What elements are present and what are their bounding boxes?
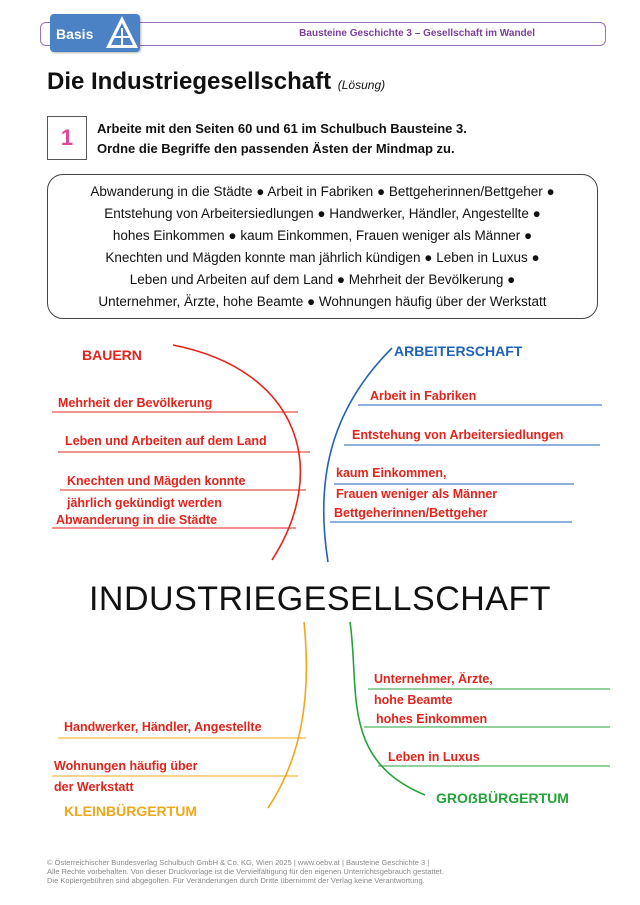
series-title: Bausteine Geschichte 3 – Gesellschaft im Wandel xyxy=(299,28,535,39)
footer xyxy=(47,858,444,885)
footer-line: © Österreichischer Bundesverlag Schulbuch GmbH & Co. KG, Wien 2025 | www.oebv.at | Bausteine Geschichte 3 | xyxy=(47,858,430,867)
arbeiter-branch-curve xyxy=(324,348,392,562)
task-line-1: Arbeite mit den Seiten 60 und 61 im Schulbuch Bausteine 3. xyxy=(97,121,467,136)
kleinbuergertum-item: Wohnungen häufig über xyxy=(54,759,198,773)
kleinbuergertum-item: der Werkstatt xyxy=(54,780,134,794)
word-box-line: Unternehmer, Ärzte, hohe Beamte ● Wohnungen häufig über der Werkstatt xyxy=(98,294,547,309)
kleinbuergertum-title: KLEINBÜRGERTUM xyxy=(64,803,197,819)
logo-label: Basis xyxy=(56,26,94,42)
page-title-text: Die Industriegesellschaft xyxy=(47,68,332,95)
word-box-line: Entstehung von Arbeitersiedlungen ● Handwerker, Händler, Angestellte ● xyxy=(104,206,541,221)
bauern-item: Abwanderung in die Städte xyxy=(56,513,218,527)
bauern-item: Mehrheit der Bevölkerung xyxy=(58,396,213,410)
gross-branch-curve xyxy=(350,622,425,795)
grossbuergertum-title: GROẞBÜRGERTUM xyxy=(436,790,569,806)
word-box-line: Leben und Arbeiten auf dem Land ● Mehrheit der Bevölkerung ● xyxy=(129,272,516,287)
arbeiterschaft-title: ARBEITERSCHAFT xyxy=(394,343,523,359)
klein-branch-curve xyxy=(268,622,306,808)
word-box-line: Knechten und Mägden konnte man jährlich kündigen ● Leben in Luxus ● xyxy=(105,250,540,265)
grossbuergertum-item: hohe Beamte xyxy=(374,693,453,707)
task-line-2: Ordne die Begriffe den passenden Ästen der Mindmap zu. xyxy=(97,141,455,156)
task-number: 1 xyxy=(47,116,87,160)
kleinbuergertum-item: Handwerker, Händler, Angestellte xyxy=(64,720,262,734)
footer-line: Alle Rechte vorbehalten. Von dieser Druckvorlage ist die Vervielfältigung für den eigenen Unterrichtsgebrauch gestattet. xyxy=(47,867,444,876)
bauern-item: Knechten und Mägden konnte xyxy=(67,474,246,488)
word-box-line: hohes Einkommen ● kaum Einkommen, Frauen weniger als Männer ● xyxy=(112,228,533,243)
bauern-item: Leben und Arbeiten auf dem Land xyxy=(65,434,267,448)
page-title-suffix: (Lösung) xyxy=(337,78,386,92)
word-box-line: Abwanderung in die Städte ● Arbeit in Fabriken ● Bettgeherinnen/Bettgeher ● xyxy=(90,184,555,199)
footer-line: Die Kopiergebühren sind abgegolten. Für Veränderungen durch Dritte übernimmt der Verlag keine Verantwortung. xyxy=(47,876,425,885)
grossbuergertum-item: Leben in Luxus xyxy=(388,750,480,764)
grossbuergertum-item: hohes Einkommen xyxy=(376,712,488,726)
arbeiterschaft-item: Entstehung von Arbeitersiedlungen xyxy=(352,428,564,442)
arbeiterschaft-item: Frauen weniger als Männer xyxy=(336,487,498,501)
arbeiterschaft-item: kaum Einkommen, xyxy=(336,466,447,480)
arbeiterschaft-item: Bettgeherinnen/Bettgeher xyxy=(334,506,488,520)
arbeiterschaft-item: Arbeit in Fabriken xyxy=(370,389,477,403)
mindmap-center: INDUSTRIEGESELLSCHAFT xyxy=(88,580,552,618)
grossbuergertum-item: Unternehmer, Ärzte, xyxy=(374,672,493,686)
bauern-title: BAUERN xyxy=(82,347,142,363)
bauern-item: jährlich gekündigt werden xyxy=(67,496,222,510)
